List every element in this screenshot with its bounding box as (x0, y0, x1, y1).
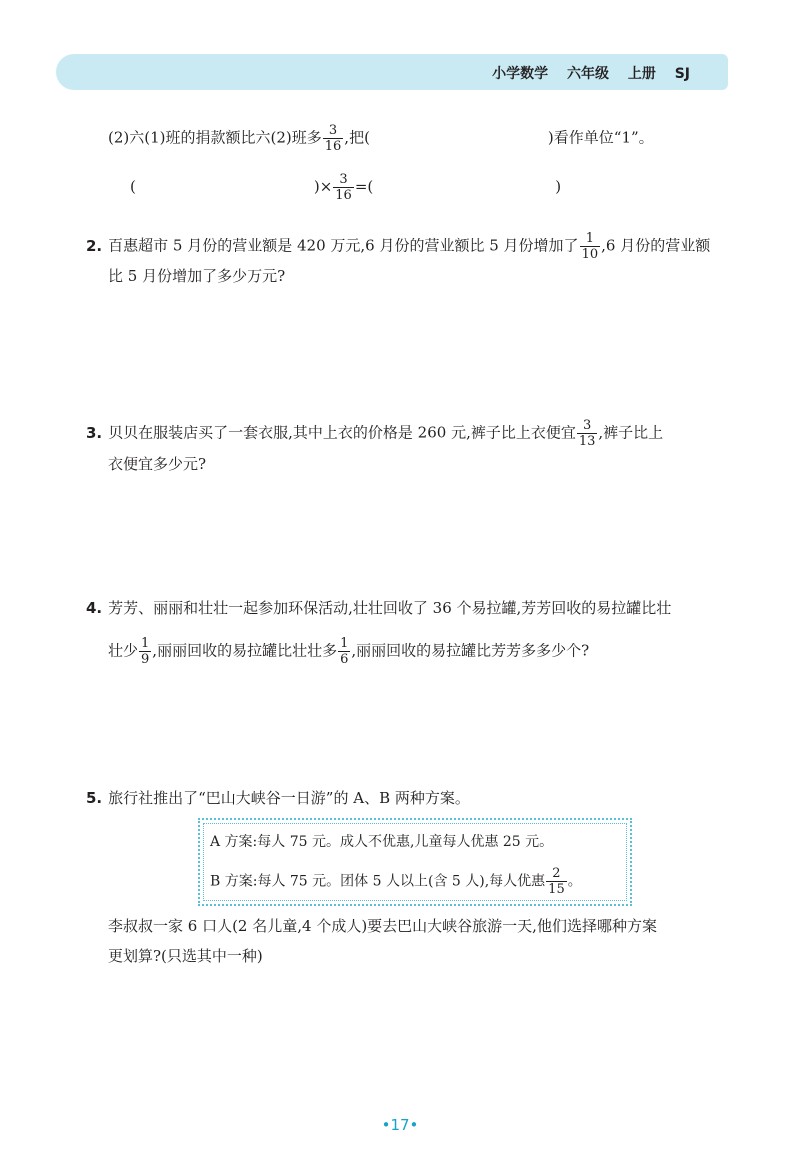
header-bar (56, 54, 728, 90)
q2-line2 (108, 264, 285, 288)
q2-number: 2. (86, 236, 103, 255)
q5-number: 5. (86, 789, 103, 807)
q2-text-a: 百惠超市 5 月份的营业额是 420 万元,6 月份的营业额比 5 月份增加了 (108, 236, 579, 255)
fraction-numerator: 1 (141, 636, 150, 651)
q4-text-line1: 芳芳、丽丽和壮壮一起参加环保活动,壮壮回收了 36 个易拉罐,芳芳回收的易拉罐比壮 (108, 599, 672, 617)
fraction-denominator: 6 (340, 652, 349, 667)
q4-text-b: ,丽丽回收的易拉罐比壮壮多 (152, 641, 338, 660)
eq-mid: )× (313, 177, 333, 196)
fraction-numerator: 1 (585, 231, 594, 246)
q4-text-c: ,丽丽回收的易拉罐比芳芳多多少个? (351, 641, 590, 660)
fraction-numerator: 1 (340, 636, 349, 651)
q1-part2-fraction (323, 123, 344, 154)
q1-part2-line1 (108, 123, 654, 154)
q1-part2-text-a: 六(1)班的捐款额比六(2)班多 (129, 128, 322, 147)
q3-line1 (86, 418, 663, 449)
eq-fraction (333, 172, 354, 203)
q5-intro (86, 786, 470, 810)
fraction-numerator: 3 (582, 418, 592, 433)
plan-b (210, 866, 582, 897)
q4-text-a: 壮少 (108, 641, 139, 660)
header-text (478, 63, 690, 83)
q5-line1 (108, 914, 657, 938)
q2-text-b: ,6 月份的营业额 (601, 236, 711, 255)
plan-b-text-a: B 方案:每人 75 元。团体 5 人以上(含 5 人),每人优惠 (210, 873, 546, 890)
q1-part2-label: (2) (108, 128, 130, 147)
header-subject: 小学数学 (492, 66, 549, 82)
plan-b-text-b: 。 (567, 873, 582, 890)
q3-number: 3. (86, 423, 103, 442)
q3-text-line2: 衣便宜多少元? (108, 455, 207, 473)
q4-fraction-2 (338, 636, 350, 667)
q3-text-a: 贝贝在服装店买了一套衣服,其中上衣的价格是 260 元,裤子比上衣便宜 (108, 423, 576, 442)
eq-equals: =( (354, 177, 374, 196)
header-edition: SJ (674, 66, 690, 82)
fraction-numerator: 2 (552, 866, 561, 881)
plan-a-text: A 方案:每人 75 元。成人不优惠,儿童每人优惠 25 元。 (210, 834, 554, 850)
q5-line2 (108, 944, 263, 968)
q1-part2-equation (130, 172, 561, 203)
fraction-denominator: 9 (141, 652, 150, 667)
header-grade: 六年级 (566, 66, 609, 82)
q3-fraction (577, 418, 598, 449)
q1-part2-text-b: ,把( (344, 128, 370, 147)
q5-text-line2: 更划算?(只选其中一种) (108, 947, 263, 965)
page-number: •17• (381, 1116, 419, 1134)
q3-line2 (108, 452, 206, 476)
header-volume: 上册 (627, 66, 656, 82)
q5-text-line1: 李叔叔一家 6 口人(2 名儿童,4 个成人)要去巴山大峡谷旅游一天,他们选择哪种方案 (108, 917, 657, 935)
q5-intro-text: 旅行社推出了“巴山大峡谷一日游”的 A、B 两种方案。 (108, 789, 470, 807)
plan-a (210, 830, 553, 854)
fraction-numerator: 3 (328, 123, 338, 138)
eq-open: ( (130, 177, 136, 196)
q2-text-line2: 比 5 月份增加了多少万元? (108, 267, 286, 285)
fraction-denominator: 16 (324, 139, 342, 154)
q4-line2 (108, 636, 589, 667)
q1-part2-text-c: )看作单位“1”。 (547, 128, 654, 147)
q4-number: 4. (86, 599, 103, 617)
q4-line1 (86, 596, 671, 620)
fraction-denominator: 15 (548, 882, 565, 897)
fraction-denominator: 10 (581, 247, 599, 262)
fraction-numerator: 3 (339, 172, 348, 187)
q4-fraction-1 (139, 636, 151, 667)
plan-b-fraction (546, 866, 567, 897)
q3-text-b: ,裤子比上 (598, 423, 664, 442)
q2-fraction (580, 231, 601, 262)
plan-box (198, 818, 632, 906)
fraction-denominator: 13 (578, 434, 596, 449)
eq-close: ) (555, 177, 562, 196)
q2-line1 (86, 231, 710, 262)
fraction-denominator: 16 (335, 188, 352, 203)
